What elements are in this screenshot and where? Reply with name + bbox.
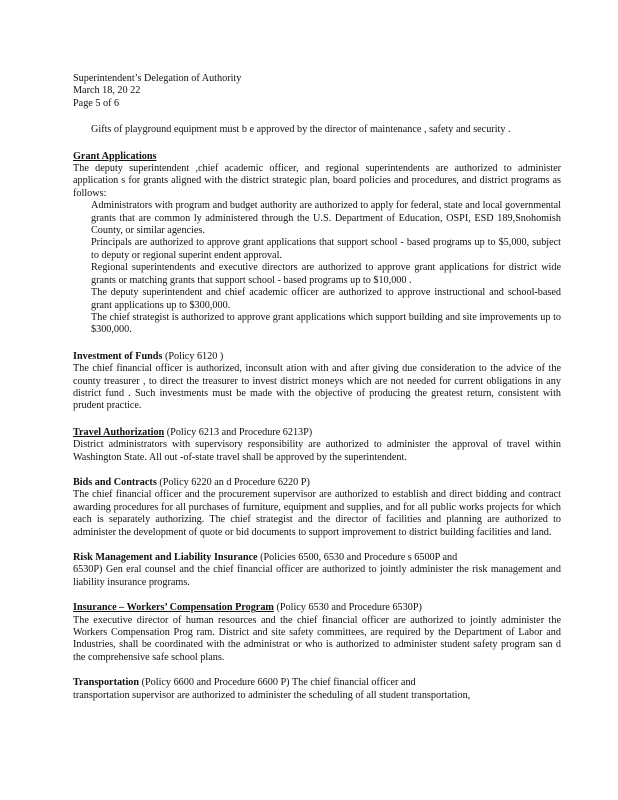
section-text: The executive director of human resources and the chief financial officer are authorized to jointly administer the Workers Compensation Prog ram. District and site safety committees, are required by the Department of Labor and Industries, shall be coordinated with the administrat or who is authorized to administer student safety program san d the comprehensive safe school plans. bbox=[73, 614, 561, 663]
section-policy: (Policy 6120 ) bbox=[164, 350, 224, 362]
section-grant-applications bbox=[73, 151, 561, 337]
section-title: Travel Authorization bbox=[73, 426, 165, 438]
section-risk-management bbox=[73, 552, 561, 589]
intro-bullet-list bbox=[73, 124, 561, 136]
list-item-text: Regional superintendents and executive directors are authorized to approve grant applications for district wide grants or matching grants that support school - based programs up to $10,000 . bbox=[91, 262, 561, 286]
section-bids-and-contracts bbox=[73, 477, 561, 539]
section-text: The deputy superintendent ,chief academic officer, and regional superintendents are authorized to administer application s for grants aligned with the district strategic plan, board policies and procedures, and district programs as follows: bbox=[73, 163, 561, 199]
section-text: The chief financial officer is authorized, inconsult ation with and after giving due consideration to the advice of the county treasurer , to direct the treasurer to invest district moneys which are not needed for current obligations in any district fund . Such investments must be made with the objective of producing the greatest return, consistent with prudent practice. bbox=[73, 363, 561, 412]
header-page-number: Page 5 of 6 bbox=[73, 97, 120, 109]
list-item bbox=[73, 237, 561, 262]
section-policy: (Policies 6500, 6530 and Procedure s 6500P and bbox=[260, 552, 458, 563]
section-title: Insurance – Workers’ Compensation Program bbox=[73, 602, 274, 614]
list-item bbox=[73, 124, 561, 136]
document-header bbox=[73, 73, 561, 110]
list-item bbox=[73, 287, 561, 312]
document-page bbox=[73, 73, 561, 702]
list-item-text: Principals are authorized to approve grant applications that support school - based programs up to $5,000, subject to deputy or regional superint endent approval. bbox=[91, 237, 561, 261]
section-investment-of-funds bbox=[73, 351, 561, 413]
section-text: The chief financial officer and the procurement supervisor are authorized to establish and direct bidding and contract awarding procedures for all purchases of furniture, equipment and supplies, and for all public works projects for which each is separately authorizing. The chief strategist and the director of facilities and planning are authorized to administer the development of quote or bid documents to support improvement to district building facilities and land. bbox=[73, 489, 561, 538]
list-item bbox=[73, 262, 561, 287]
section-policy: (Policy 6220 an d Procedure 6220 P) bbox=[159, 476, 310, 488]
section-policy: (Policy 6600 and Procedure 6600 P) bbox=[141, 677, 290, 689]
list-item-text: The chief strategist is authorized to approve grant applications which support building and site improvements up to $300,000. bbox=[91, 311, 561, 336]
section-travel-authorization bbox=[73, 427, 561, 464]
list-item-text: Gifts of playground equipment must b e approved by the director of maintenance , safety and security . bbox=[91, 124, 511, 136]
section-title: Grant Applications bbox=[73, 150, 157, 162]
section-text: The chief financial officer and bbox=[291, 677, 416, 689]
section-policy: (Policy 6213 and Procedure 6213P) bbox=[166, 426, 313, 438]
header-title: Superintendent’s Delegation of Authority bbox=[73, 73, 242, 84]
section-policy: (Policy 6530 and Procedure 6530P) bbox=[276, 602, 422, 614]
header-date: March 18, 20 22 bbox=[73, 85, 141, 97]
list-item bbox=[73, 312, 561, 337]
list-item-text: Administrators with program and budget authority are authorized to apply for federal, state and local governmental grants that are common ly administered through the U.S. Department of Education, OSPI, ESD 189,Snohomish County, or similar agencies. bbox=[91, 200, 561, 237]
section-text-continued: transportation supervisor are authorized to administer the scheduling of all student transportation, bbox=[73, 689, 471, 701]
section-text: 6530P) Gen eral counsel and the chief financial officer are authorized to jointly administer the risk management and liability insurance programs. bbox=[73, 564, 561, 588]
list-item bbox=[73, 200, 561, 237]
grant-list bbox=[73, 200, 561, 336]
section-title: Transportation bbox=[73, 677, 140, 689]
list-item-text: The deputy superintendent and chief academic officer are authorized to approve instructional and school-based grant applications up to $300,000. bbox=[91, 287, 561, 311]
section-text: District administrators with supervisory responsibility are authorized to administer the approval of travel within Washington State. All out -of-state travel shall be approved by the superintendent. bbox=[73, 439, 561, 463]
section-transportation bbox=[73, 677, 561, 702]
section-workers-compensation bbox=[73, 602, 561, 664]
section-title: Investment of Funds bbox=[73, 350, 163, 362]
section-title: Risk Management and Liability Insurance bbox=[73, 552, 258, 563]
section-title: Bids and Contracts bbox=[73, 476, 157, 488]
